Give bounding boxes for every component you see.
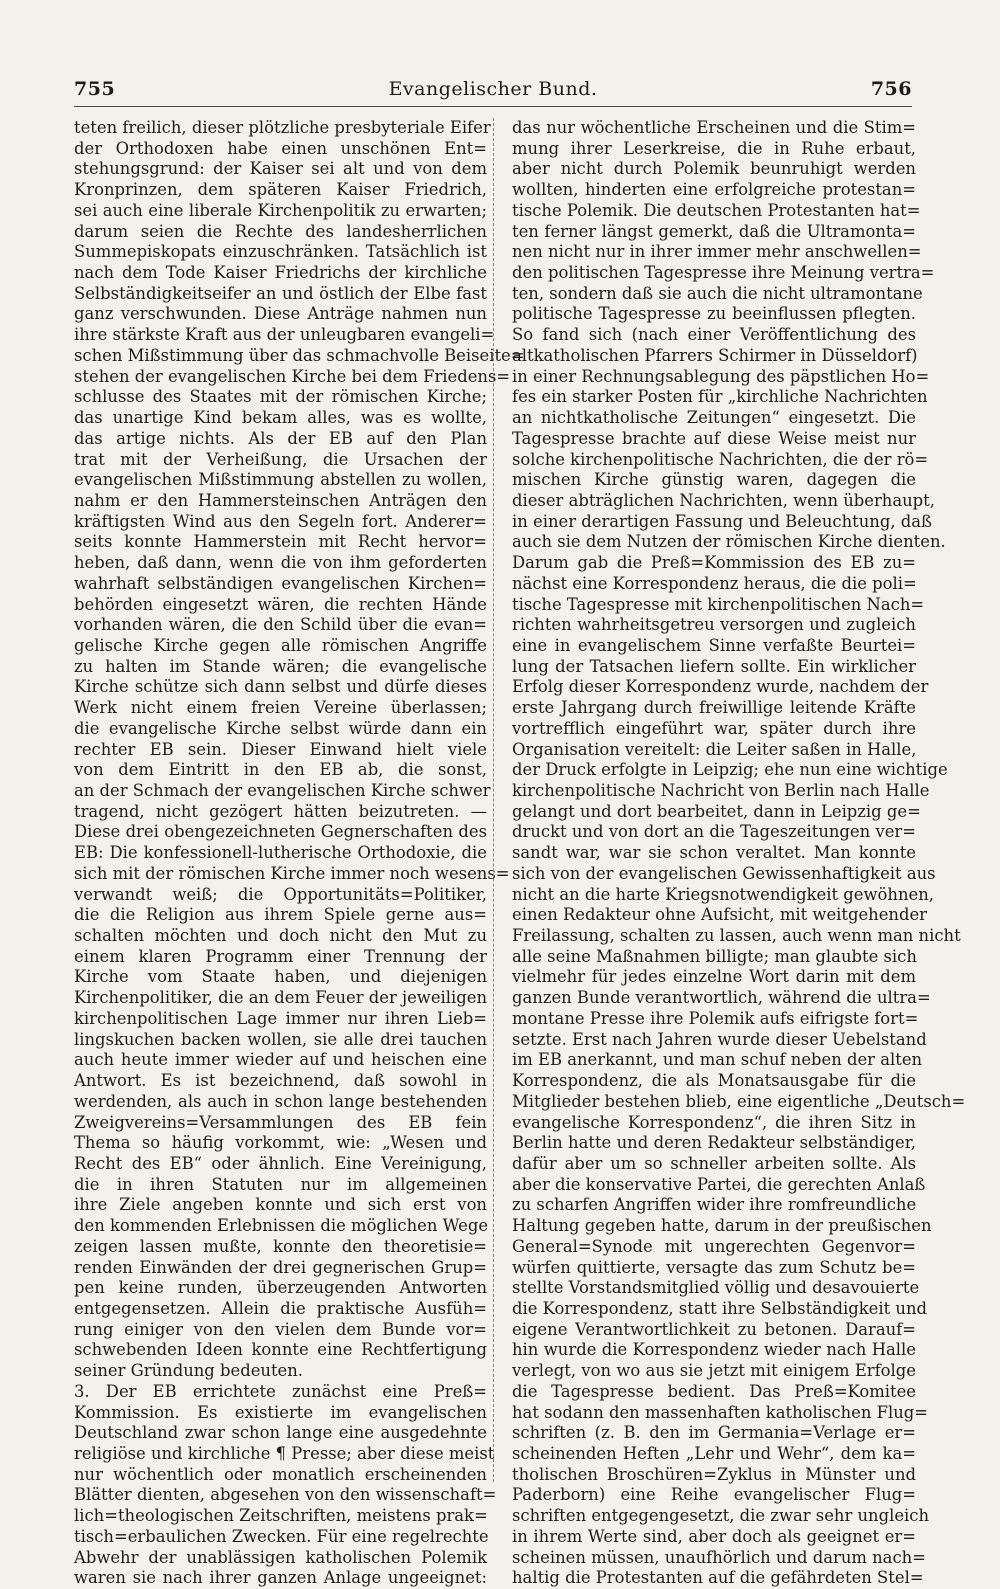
- text-line: das unartige Kind bekam alles, was es wollte,: [74, 408, 487, 428]
- text-line: ganzen Bunde verantwortlich, während die ultra=: [512, 988, 931, 1008]
- text-line: die die Religion aus ihrem Spiele gerne aus=: [74, 905, 487, 925]
- text-line: sandt war, war sie schon veraltet. Man konnte: [512, 843, 916, 863]
- text-line: Thema so häufig vorkommt, wie: „Wesen und: [74, 1133, 487, 1153]
- text-line: wollten, hinderten eine erfolgreiche protestan=: [512, 180, 916, 200]
- text-line: zu scharfen Angriffen wider ihre romfreundliche: [512, 1195, 917, 1215]
- text-line: ganz verschwunden. Diese Anträge nahmen nun: [74, 304, 487, 324]
- text-line: scheinenden Heften „Lehr und Wehr“, dem ka=: [512, 1444, 916, 1463]
- text-line: darum seien die Rechte des landesherrlichen: [74, 221, 487, 241]
- text-line: EB: Die konfessionell-lutherische Orthodoxie, die: [74, 843, 487, 863]
- text-line: sich mit der römischen Kirche immer noch wesens=: [74, 863, 510, 883]
- text-line: nen nicht nur in ihrer immer mehr anschwellen=: [512, 242, 922, 262]
- text-line: tragend, nicht gezögert hätten beizutreten. —: [74, 801, 487, 821]
- text-line: solche kirchenpolitische Nachrichten, die der rö=: [512, 449, 929, 469]
- text-line: tische Polemik. Die deutschen Protestanten hat=: [512, 200, 921, 220]
- text-line: waren sie nach ihrer ganzen Anlage ungeeignet:: [74, 1568, 487, 1588]
- text-line: ihre stärkste Kraft aus der unleugbaren evangeli=: [74, 325, 495, 345]
- text-line: einem klaren Programm einer Trennung der: [74, 946, 487, 966]
- text-line: Kirche vom Staate haben, und diejenigen: [74, 967, 487, 987]
- text-line: rechter EB sein. Dieser Einwand hielt viele: [74, 739, 487, 759]
- text-line: haltig die Protestanten auf die gefährdeten Stel=: [512, 1568, 924, 1588]
- text-line: an nichtkatholische Zeitungen“ eingesetzt. Die: [512, 408, 916, 428]
- text-line: lung der Tatsachen liefern sollte. Ein wirklicher: [512, 656, 916, 676]
- text-line: Kommission. Es existierte im evangelischen: [74, 1402, 487, 1422]
- text-line: richten wahrheitsgetreu versorgen und zugleich: [512, 615, 916, 635]
- text-line: auch heute immer wieder auf und heischen eine: [74, 1050, 487, 1070]
- text-line: lich=theologischen Zeitschriften, meistens prak=: [74, 1506, 488, 1526]
- text-line: teten freilich, dieser plötzliche presbyteriale Eifer: [74, 118, 491, 137]
- text-line: Tagespresse brachte auf diese Weise meist nur: [512, 428, 916, 448]
- text-line: seits konnte Hammerstein mit Recht hervor=: [74, 532, 487, 552]
- text-line: das artige nichts. Als der EB auf den Plan: [74, 428, 487, 448]
- text-line: Recht des EB“ oder ähnlich. Eine Vereinigung,: [74, 1153, 487, 1173]
- text-line: So fand sich (nach einer Veröffentlichung des: [512, 325, 916, 345]
- text-line: von dem Eintritt in den EB ab, die sonst,: [74, 760, 487, 780]
- text-line: ihre Ziele angeben konnte und sich erst von: [74, 1195, 487, 1215]
- text-line: Organisation vereitelt: die Leiter saßen in Halle,: [512, 739, 917, 759]
- text-line: Deutschland zwar schon lange eine ausgedehnte: [74, 1423, 487, 1443]
- text-line: verlegt, von wo aus sie jetzt mit einigem Erfolge: [512, 1361, 916, 1381]
- text-line: scheinen müssen, unaufhörlich und darum nach=: [512, 1547, 926, 1567]
- text-line: Mitglieder bestehen blieb, eine eigentliche „Deutsch=: [512, 1091, 966, 1111]
- page-header: [74, 72, 912, 107]
- text-line: den politischen Tagespresse ihre Meinung vertra=: [512, 263, 935, 283]
- text-line: vorhanden wären, die den Schild über die evan=: [74, 615, 487, 635]
- text-line: aber nicht durch Polemik beunruhigt werden: [512, 159, 916, 179]
- text-line: Blätter dienten, abgesehen von den wissenschaft=: [74, 1485, 497, 1505]
- running-title: Evangelischer Bund.: [388, 78, 598, 100]
- text-line: der Druck erfolgte in Leipzig; ehe nun eine wichtige: [512, 760, 948, 780]
- text-line: tisch=erbaulichen Zwecken. Für eine regelrechte: [74, 1526, 489, 1546]
- text-line: Antwort. Es ist bezeichnend, daß sowohl in: [74, 1071, 487, 1091]
- text-line: zu halten im Stande wären; die evangelische: [74, 656, 487, 676]
- text-line: druckt und von dort an die Tageszeitungen ver=: [512, 822, 916, 842]
- text-line: schwebenden Ideen konnte eine Rechtfertigung: [74, 1340, 487, 1360]
- text-line: ten, sondern daß sie auch die nicht ultramontane: [512, 283, 923, 303]
- text-line: in einer Rechnungsablegung des päpstlichen Ho=: [512, 366, 930, 386]
- text-line: Zweigvereins=Versammlungen des EB fein: [74, 1112, 487, 1132]
- text-line: schriften entgegengesetzt, die zwar sehr ungleich: [512, 1506, 930, 1526]
- text-line: eigene Verantwortlichkeit zu betonen. Darauf=: [512, 1319, 916, 1339]
- text-line: vortrefflich eingeführt war, später durch ihre: [512, 718, 916, 738]
- text-line: Summepiskopats einzuschränken. Tatsächlich ist: [74, 242, 487, 262]
- text-line: General=Synode mit ungerechten Gegenvor=: [512, 1236, 916, 1256]
- text-line: Selbständigkeitseifer an und östlich der Elbe fast: [74, 283, 487, 303]
- text-line: dieser abträglichen Nachrichten, wenn überhaupt,: [512, 490, 935, 510]
- text-line: wahrhaft selbständigen evangelischen Kirchen=: [74, 573, 487, 593]
- text-line: erste Jahrgang durch freiwillige leitende Kräfte: [512, 698, 916, 718]
- text-line: Haltung gegeben hatte, darum in der preußischen: [512, 1216, 932, 1236]
- text-line: tische Tagespresse mit kirchenpolitischen Nach=: [512, 594, 925, 614]
- text-line: Darum gab die Preß=Kommission des EB zu=: [512, 553, 916, 573]
- text-line: Kirche schütze sich dann selbst und dürfe dieses: [74, 677, 487, 697]
- text-line: schlusse des Staates mit der römischen Kirche;: [74, 387, 487, 407]
- text-line: Berlin hatte und deren Redakteur selbständiger,: [512, 1133, 916, 1153]
- text-line: nach dem Tode Kaiser Friedrichs der kirchliche: [74, 263, 487, 283]
- left-column: [74, 118, 525, 1589]
- text-line: schen Mißstimmung über das schmachvolle Beiseite=: [74, 345, 525, 365]
- text-line: hat sodann den massenhaften katholischen Flug=: [512, 1402, 929, 1422]
- column-divider: [493, 118, 494, 1482]
- text-line: vielmehr für jedes einzelne Wort darin mit dem: [512, 967, 916, 987]
- text-line: sei auch eine liberale Kirchenpolitik zu erwarten;: [74, 200, 487, 220]
- text-line: pen keine runden, überzeugenden Antworten: [74, 1278, 487, 1298]
- text-line: rung einiger von den vielen dem Bunde vor=: [74, 1319, 487, 1339]
- text-line: gelangt und dort bearbeitet, dann in Leipzig ge=: [512, 801, 921, 821]
- text-line: ten ferner längst gemerkt, daß die Ultramonta=: [512, 221, 916, 241]
- text-line: Korrespondenz, die als Monatsausgabe für die: [512, 1071, 916, 1091]
- text-line: behörden eingesetzt wären, die rechten Hände: [74, 594, 487, 614]
- text-line: aber die konservative Partei, die gerechten Anlaß: [512, 1174, 926, 1194]
- text-line: Abwehr der unablässigen katholischen Polemik: [74, 1547, 487, 1567]
- text-line: eine in evangelischem Sinne verfaßte Beurtei=: [512, 635, 916, 655]
- text-line: Kronprinzen, dem späteren Kaiser Friedrich,: [74, 180, 487, 200]
- text-line: Kirchenpolitiker, die an dem Feuer der jeweiligen: [74, 988, 487, 1008]
- text-line: stehen der evangelischen Kirche bei dem Friedens=: [74, 366, 511, 386]
- text-line: der Orthodoxen habe einen unschönen Ent=: [74, 138, 487, 158]
- text-line: die Tagespresse bedient. Das Preß=Komitee: [512, 1381, 916, 1401]
- text-line: 3. Der EB errichtete zunächst eine Preß=: [74, 1381, 487, 1401]
- text-line: heben, daß dann, wenn die von ihm geforderten: [74, 553, 487, 573]
- text-line: mischen Kirche günstig waren, dagegen die: [512, 470, 916, 490]
- text-line: Diese drei obengezeichneten Gegnerschaften des: [74, 822, 487, 842]
- text-line: die evangelische Kirche selbst würde dann ein: [74, 718, 487, 738]
- text-line: Erfolg dieser Korrespondenz wurde, nachdem der: [512, 677, 929, 697]
- text-line: zeigen lassen mußte, konnte den theoretisie=: [74, 1236, 487, 1256]
- text-line: das nur wöchentliche Erscheinen und die Stim=: [512, 118, 916, 137]
- text-line: kirchenpolitische Nachricht von Berlin nach Halle: [512, 781, 930, 800]
- text-line: verwandt weiß; die Opportunitäts=Politiker,: [74, 884, 487, 904]
- text-line: seiner Gründung bedeuten.: [74, 1361, 303, 1381]
- text-line: den kommenden Erlebnissen die möglichen Wege: [74, 1216, 489, 1236]
- text-line: im EB anerkannt, und man schuf neben der alten: [512, 1050, 923, 1070]
- text-line: evangelische Korrespondenz“, die ihren Sitz in: [512, 1112, 916, 1132]
- text-line: altkatholischen Pfarrers Schirmer in Düsseldorf): [512, 345, 918, 365]
- text-line: an der Schmach der evangelischen Kirche schwer: [74, 781, 491, 800]
- text-line: die in ihren Statuten nur im allgemeinen: [74, 1174, 487, 1194]
- text-line: entgegensetzen. Allein die praktische Ausfüh=: [74, 1298, 487, 1318]
- text-line: lingskuchen backen wollen, sie alle drei tauchen: [74, 1029, 487, 1049]
- page-number-right: 756: [870, 78, 912, 100]
- text-line: alle seine Maßnahmen billigte; man glaubte sich: [512, 946, 917, 966]
- text-line: hin wurde die Korrespondenz wieder nach Halle: [512, 1340, 916, 1360]
- text-line: schriften (z. B. den im Germania=Verlage er=: [512, 1423, 916, 1443]
- text-line: einen Redakteur ohne Aufsicht, mit weitgehender: [512, 905, 928, 925]
- text-line: kräftigsten Wind aus den Segeln fort. Anderer=: [74, 511, 487, 531]
- text-line: in ihrem Werte sind, aber doch als geeignet er=: [512, 1526, 916, 1546]
- text-line: tholischen Broschüren=Zyklus in Münster und: [512, 1464, 916, 1484]
- text-line: stehungsgrund: der Kaiser sei alt und von dem: [74, 159, 487, 179]
- text-line: trat mit der Verheißung, die Ursachen der: [74, 449, 487, 469]
- text-line: nicht an die harte Kriegsnotwendigkeit gewöhnen,: [512, 884, 934, 904]
- text-line: sich von der evangelischen Gewissenhaftigkeit aus: [512, 863, 936, 883]
- text-line: in einer derartigen Fassung und Beleuchtung, daß: [512, 511, 932, 531]
- text-line: montane Presse ihre Polemik aufs eifrigste fort=: [512, 1008, 919, 1028]
- page-number-left: 755: [74, 78, 116, 100]
- text-line: auch sie dem Nutzen der römischen Kirche dienten.: [512, 532, 946, 552]
- right-column: [512, 118, 966, 1589]
- text-line: die Korrespondenz, statt ihre Selbständigkeit und: [512, 1298, 928, 1318]
- text-line: politische Tagespresse zu beeinflussen pflegten.: [512, 304, 916, 324]
- text-line: renden Einwänden der drei gegnerischen Grup=: [74, 1257, 487, 1277]
- text-line: schalten möchten und doch nicht den Mut zu: [74, 926, 487, 946]
- text-line: evangelischen Mißstimmung abstellen zu wollen,: [74, 470, 487, 490]
- text-line: würfen quittierte, versagte das zum Schutz be=: [512, 1257, 916, 1277]
- text-line: Paderborn) eine Reihe evangelischer Flug=: [512, 1485, 916, 1505]
- text-line: gelische Kirche gegen alle römischen Angriffe: [74, 635, 487, 655]
- text-line: nur wöchentlich oder monatlich erscheinenden: [74, 1464, 487, 1484]
- text-line: werdenden, als auch in schon lange bestehenden: [74, 1091, 487, 1111]
- text-line: religiöse und kirchliche ¶ Presse; aber diese meist: [74, 1444, 495, 1463]
- text-line: dafür aber um so schneller arbeiten sollte. Als: [512, 1153, 916, 1173]
- text-line: Freilassung, schalten zu lassen, auch wenn man nicht: [512, 926, 961, 946]
- text-line: nächst eine Korrespondenz heraus, die die poli=: [512, 573, 917, 593]
- text-line: stellte Vorstandsmitglied völlig und desavouierte: [512, 1278, 920, 1298]
- text-line: Werk nicht einem freien Vereine überlassen;: [74, 698, 487, 718]
- text-line: mung ihrer Leserkreise, die in Ruhe erbaut,: [512, 138, 916, 158]
- text-line: setzte. Erst nach Jahren wurde dieser Uebelstand: [512, 1029, 927, 1049]
- text-line: fes ein starker Posten für „kirchliche Nachrichten: [512, 387, 928, 407]
- text-line: kirchenpolitischen Lage immer nur ihren Lieb=: [74, 1008, 487, 1028]
- text-line: nahm er den Hammersteinschen Anträgen den: [74, 490, 487, 510]
